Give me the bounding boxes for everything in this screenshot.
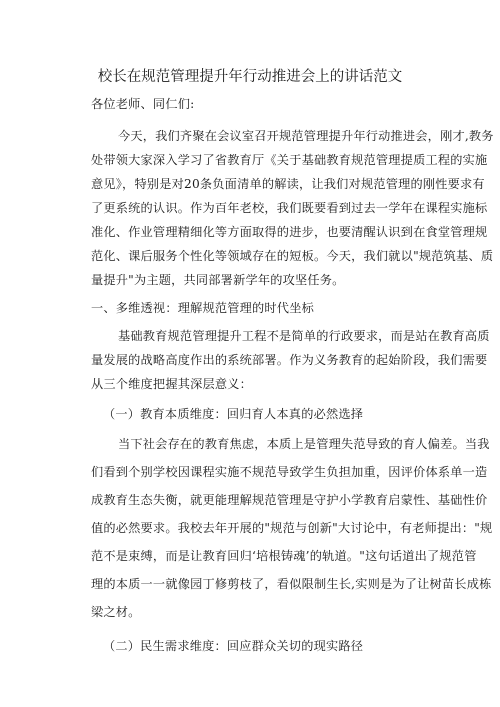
paragraph-line: 基础教育规范管理提升工程不是简单的行政要求，而是站在教育高质	[118, 329, 490, 343]
subsection-heading: （二）民生需求维度：回应群众关切的现实路径	[103, 639, 364, 653]
subsection-heading: （一）教育本质维度：回归育人本真的必然选择	[103, 407, 364, 421]
paragraph-line: 范不是束缚，而是让教育回归‘培根铸魂’的轨道。"这句话道出了规范管	[91, 549, 477, 563]
paragraph-line: 值的必然要求。我校去年开展的"规范与创新"大讨论中，有老师提出："规	[91, 521, 493, 535]
paragraph-line: 从三个维度把握其深层意义：	[91, 377, 253, 391]
paragraph-line: 当下社会存在的教育焦虑，本质上是管理失范导致的育人偏差。当我	[118, 437, 490, 451]
paragraph-line: 准化、作业管理精细化等方面取得的进步，也要清醒认识到在食堂管理规	[91, 225, 488, 239]
paragraph-line: 范化、课后服务个性化等领域存在的短板。今天，我们就以"规范筑基、质	[91, 249, 494, 263]
document-title: 校长在规范管理提升年行动推进会上的讲话范文	[97, 69, 403, 85]
paragraph-line: 今天，我们齐聚在会议室召开规范管理提升年行动推进会，刚才,教务	[118, 129, 494, 143]
paragraph-line: 们看到个别学校因课程实施不规范导致学生负担加重，因评价体系单一造	[91, 465, 488, 479]
paragraph-line: 量提升"为主题，共同部署新学年的攻坚任务。	[91, 273, 345, 287]
section-heading: 一、多维透视：理解规范管理的时代坐标	[91, 301, 314, 315]
paragraph-line: 了更系统的认识。作为百年老校，我们既要看到过去一学年在课程实施标	[91, 201, 488, 215]
paragraph-line: 梁之材。	[91, 605, 141, 619]
salutation: 各位老师、同仁们:	[91, 97, 195, 111]
paragraph-line: 处带领大家深入学习了省教育厅《关于基础教育规范管理提质工程的实施	[91, 153, 488, 167]
paragraph-line: 量发展的战略高度作出的系统部署。作为义务教育的起始阶段，我们需要	[91, 353, 488, 367]
paragraph-line: 意见》，特别是对20条负面清单的解读，让我们对规范管理的刚性要求有	[91, 177, 485, 191]
paragraph-line: 成教育生态失衡，就更能理解规范管理是守护小学教育启蒙性、基础性价	[91, 493, 488, 507]
paragraph-line: 理的本质一一就像园丁修剪枝了，看似限制生长,实则是为了让树苗长成栋	[91, 577, 492, 591]
